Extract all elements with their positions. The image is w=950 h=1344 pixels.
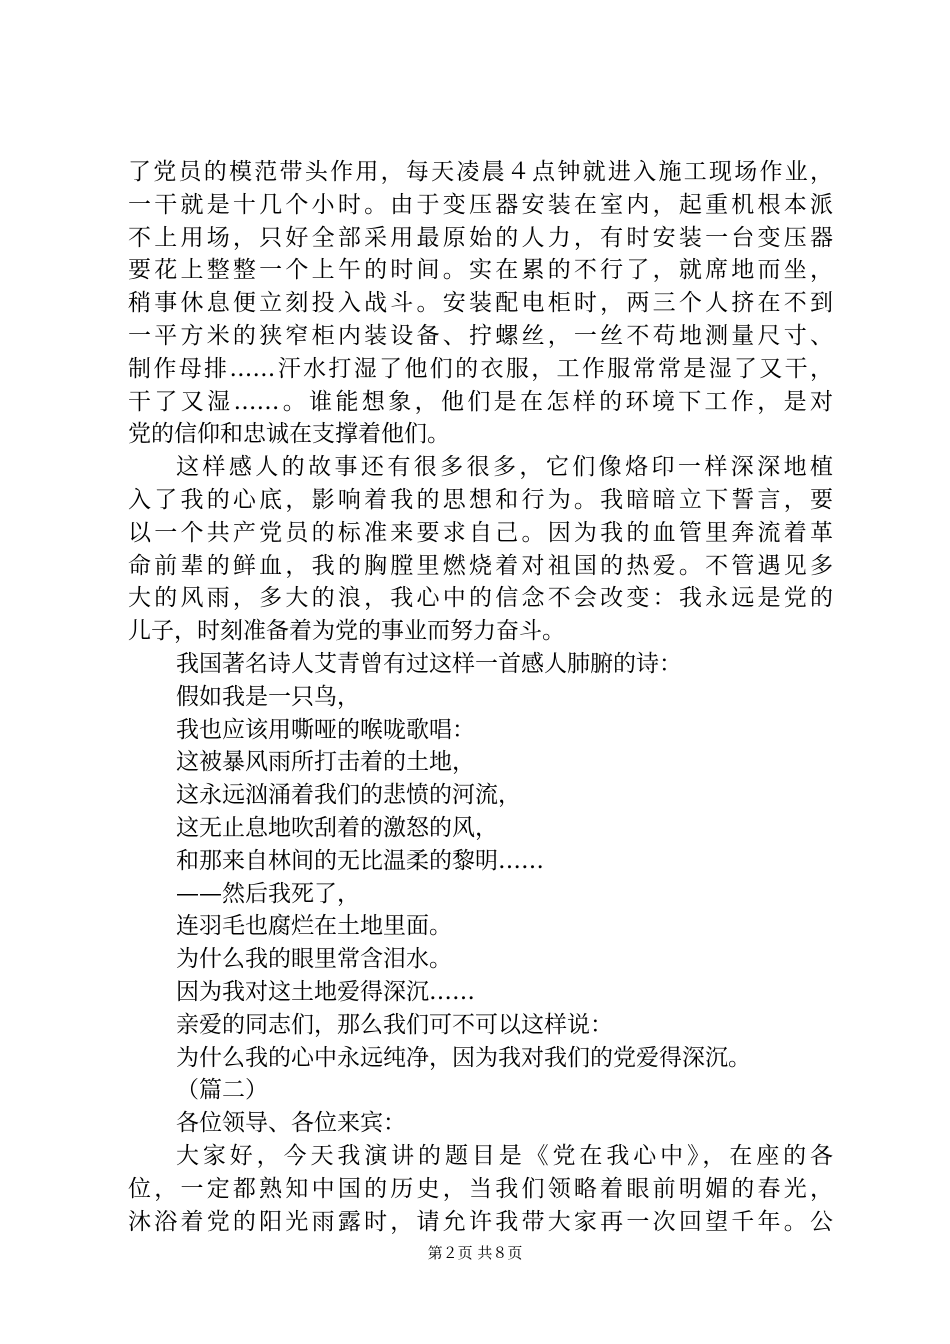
text-line: 入了我的心底，影响着我的思想和行为。我暗暗立下誓言，要	[128, 486, 833, 513]
text-line: 命前辈的鲜血，我的胸膛里燃烧着对祖国的热爱。不管遇见多	[128, 552, 833, 579]
text-line: 一平方米的狭窄柜内装设备、拧螺丝，一丝不苟地测量尺寸、	[128, 322, 833, 349]
text-line: 不上用场，只好全部采用最原始的人力，有时安装一台变压器	[128, 224, 833, 251]
poem-line: 假如我是一只鸟，	[176, 683, 360, 710]
paragraph-first-line: 亲爱的同志们，那么我们可不可以这样说：	[176, 1011, 613, 1038]
paragraph-first-line: 这样感人的故事还有很多很多，它们像烙印一样深深地植	[176, 454, 833, 481]
text-line: 干了又湿……。谁能想象，他们是在怎样的环境下工作，是对	[128, 388, 833, 415]
section-heading: （篇二）	[176, 1077, 268, 1104]
poem-line: 和那来自林间的无比温柔的黎明……	[176, 847, 544, 874]
poem-line: 因为我对这土地爱得深沉……	[176, 978, 475, 1005]
poem-line: 为什么我的眼里常含泪水。	[176, 946, 452, 973]
text-line: 了党员的模范带头作用，每天凌晨４点钟就进入施工现场作业，	[128, 159, 833, 185]
paragraph-first-line: 为什么我的心中永远纯净，因为我对我们的党爱得深沉。	[176, 1044, 751, 1071]
text-line: 稍事休息便立刻投入战斗。安装配电柜时，两三个人挤在不到	[128, 290, 833, 317]
text-line: 一干就是十几个小时。由于变压器安装在室内，起重机根本派	[128, 191, 833, 218]
poem-line: 我也应该用嘶哑的喉咙歌唱：	[176, 716, 475, 743]
paragraph-first-line: 大家好，今天我演讲的题目是《党在我心中》，在座的各	[176, 1142, 833, 1169]
text-line: 沐浴着党的阳光雨露时，请允许我带大家再一次回望千年。公	[128, 1208, 833, 1235]
paragraph-first-line: 我国著名诗人艾青曾有过这样一首感人肺腑的诗：	[176, 650, 682, 677]
poem-line: 这永远汹涌着我们的悲愤的河流，	[176, 782, 521, 809]
salutation: 各位领导、各位来宾：	[176, 1110, 406, 1137]
text-line: 大的风雨，多大的浪，我心中的信念不会改变：我永远是党的	[128, 585, 833, 612]
poem-line: 连羽毛也腐烂在土地里面。	[176, 913, 452, 940]
text-line: 要花上整整一个上午的时间。实在累的不行了，就席地而坐，	[128, 257, 833, 284]
text-line: 党的信仰和忠诚在支撑着他们。	[128, 421, 450, 448]
poem-line: 这无止息地吹刮着的激怒的风，	[176, 814, 498, 841]
text-line: 位，一定都熟知中国的历史，当我们领略着眼前明媚的春光，	[128, 1175, 833, 1202]
page-footer: 第２页 共８页	[427, 1244, 523, 1262]
poem-line: ——然后我死了，	[176, 880, 360, 907]
text-line: 以一个共产党员的标准来要求自己。因为我的血管里奔流着革	[128, 519, 833, 546]
body-text	[128, 156, 833, 1238]
poem-line: 这被暴风雨所打击着的土地，	[176, 749, 475, 776]
text-line: 儿子，时刻准备着为党的事业而努力奋斗。	[128, 618, 565, 645]
text-line: 制作母排……汗水打湿了他们的衣服，工作服常常是湿了又干，	[128, 355, 833, 382]
